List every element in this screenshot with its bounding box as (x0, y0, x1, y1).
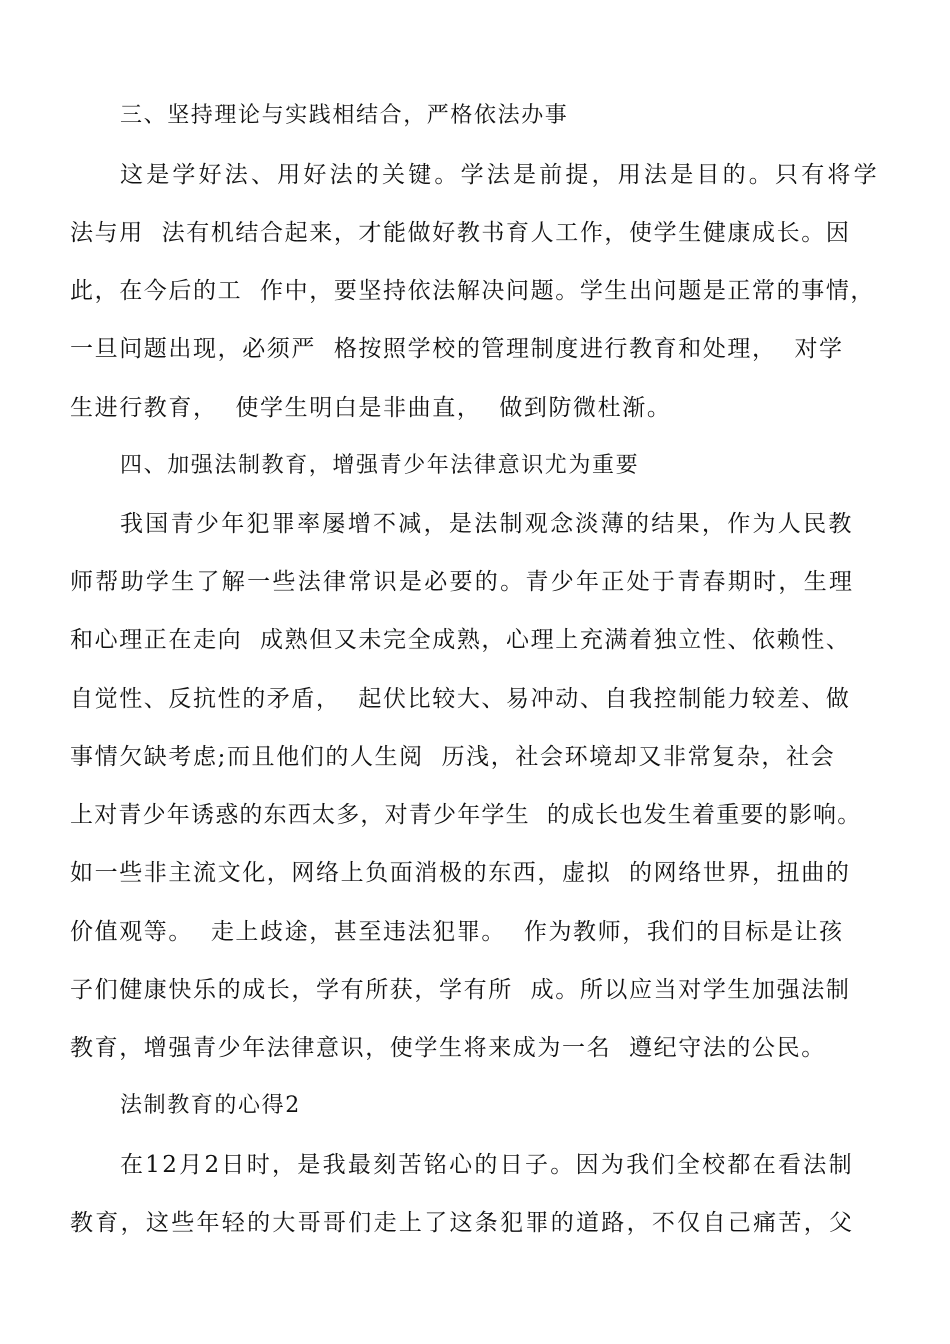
paragraph-line: 价值观等。 走上歧途，甚至违法犯罪。 作为教师，我们的目标是让孩 (70, 919, 844, 945)
paragraph-line: 教育，这些年轻的大哥哥们走上了这条犯罪的道路，不仅自己痛苦，父 (70, 1210, 855, 1236)
section-title: 法制教育的心得2 (120, 1093, 301, 1118)
section-heading-3: 三、坚持理论与实践相结合，严格依法办事 (120, 103, 569, 128)
paragraph-line: 在12月2日时，是我最刻苦铭心的日子。因为我们全校都在看法制 (120, 1152, 854, 1178)
paragraph-line: 子们健康快乐的成长，学有所获，学有所 成。所以应当对学生加强法制 (70, 977, 851, 1003)
paragraph-line: 此，在今后的工 作中，要坚持依法解决问题。学生出问题是正常的事情， (70, 278, 876, 304)
paragraph-line: 生进行教育， 使学生明白是非曲直， 做到防微杜渐。 (70, 395, 672, 421)
paragraph-line: 上对青少年诱惑的东西太多，对青少年学生 的成长也发生着重要的影响。 (70, 802, 862, 828)
paragraph-line: 事情欠缺考虑;而且他们的人生阅 历浅，社会环境却又非常复杂，社会 (70, 744, 836, 770)
paragraph-line: 和心理正在走向 成熟但又未完全成熟，心理上充满着独立性、依赖性、 (70, 627, 851, 653)
paragraph-line: 自觉性、反抗性的矛盾， 起伏比较大、易冲动、自我控制能力较差、做 (70, 686, 851, 712)
section-heading-4: 四、加强法制教育，增强青少年法律意识尤为重要 (120, 453, 640, 478)
paragraph-line: 如一些非主流文化，网络上负面消极的东西，虚拟 的网络世界，扭曲的 (70, 860, 851, 886)
paragraph-line: 法与用 法有机结合起来，才能做好教书育人工作，使学生健康成长。因 (70, 220, 851, 246)
paragraph-line: 师帮助学生了解一些法律常识是必要的。青少年正处于青春期时，生理 (70, 569, 855, 595)
paragraph-line: 我国青少年犯罪率屡增不减，是法制观念淡薄的结果，作为人民教 (120, 511, 854, 537)
paragraph-line: 一旦问题出现，必须严 格按照学校的管理制度进行教育和处理， 对学 (70, 336, 844, 362)
paragraph-line: 教育，增强青少年法律意识，使学生将来成为一名 遵纪守法的公民。 (70, 1035, 826, 1061)
paragraph-line: 这是学好法、用好法的关键。学法是前提，用法是目的。只有将学 (120, 162, 880, 188)
